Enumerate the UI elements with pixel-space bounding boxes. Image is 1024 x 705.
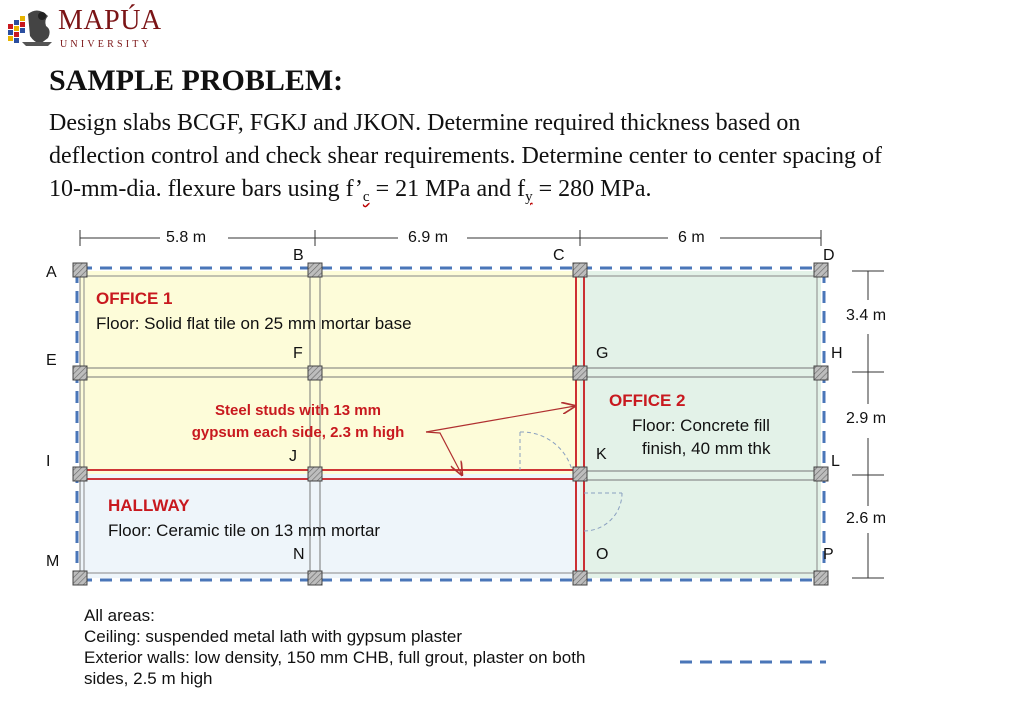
fy-subscript: y: [525, 189, 533, 205]
problem-line-3-post: = 280 MPa.: [532, 176, 652, 202]
node-label-L: L: [831, 453, 840, 470]
column-O: [573, 571, 587, 585]
node-label-O: O: [596, 546, 609, 563]
problem-line-1: Design slabs BCGF, FGKJ and JKON. Determine required thickness based on: [49, 110, 801, 136]
notes-line-2: Ceiling: suspended metal lath with gypsum plaster: [84, 627, 462, 646]
fc-subscript: c: [362, 189, 370, 205]
column-C: [573, 263, 587, 277]
column-B: [308, 263, 322, 277]
office2-title: OFFICE 2: [609, 391, 686, 410]
office1-title: OFFICE 1: [96, 289, 173, 308]
column-G: [573, 366, 587, 380]
general-notes: [84, 605, 585, 689]
dim-span-3: 6 m: [678, 229, 705, 246]
node-label-G: G: [596, 345, 609, 362]
node-label-I: I: [46, 453, 51, 470]
dim-row-1: 3.4 m: [846, 307, 887, 324]
column-E: [73, 366, 87, 380]
office2-floor-line1: Floor: Concrete fill: [632, 416, 770, 435]
dim-row-2: 2.9 m: [846, 410, 887, 427]
column-K: [573, 467, 587, 481]
office1-floor: Floor: Solid flat tile on 25 mm mortar base: [96, 314, 412, 333]
node-label-P: P: [823, 546, 834, 563]
logo-subtitle: UNIVERSITY: [60, 39, 152, 50]
studs-note: [176, 400, 420, 444]
problem-line-3-mid: = 21 MPa and f: [369, 176, 526, 202]
notes-line-4: sides, 2.5 m high: [84, 669, 213, 688]
notes-line-1: All areas:: [84, 606, 155, 625]
column-A: [73, 263, 87, 277]
logo-name: MAPÚA: [58, 5, 162, 36]
notes-line-3: Exterior walls: low density, 150 mm CHB, full grout, plaster on both: [84, 648, 586, 667]
column-M: [73, 571, 87, 585]
studs-note-line1: Steel studs with 13 mm: [215, 402, 381, 419]
node-label-M: M: [46, 553, 60, 570]
column-H: [814, 366, 828, 380]
dim-span-1: 5.8 m: [166, 229, 207, 246]
problem-line-3-pre: 10-mm-dia. flexure bars using f’: [49, 176, 363, 202]
page-title: SAMPLE PROBLEM:: [49, 64, 344, 97]
hallway-title: HALLWAY: [108, 496, 190, 515]
node-label-D: D: [823, 247, 835, 264]
column-N: [308, 571, 322, 585]
node-label-F: F: [293, 345, 303, 362]
node-label-E: E: [46, 352, 57, 369]
node-label-N: N: [293, 546, 305, 563]
studs-note-line2: gypsum each side, 2.3 m high: [191, 424, 405, 441]
node-label-C: C: [553, 247, 565, 264]
office2-floor-line2: finish, 40 mm thk: [642, 439, 771, 458]
problem-line-2: deflection control and check shear requirements. Determine center to center spacing of: [49, 143, 882, 169]
node-label-J: J: [289, 448, 297, 465]
column-L: [814, 467, 828, 481]
column-F: [308, 366, 322, 380]
node-label-B: B: [293, 247, 304, 264]
dim-span-2: 6.9 m: [408, 229, 449, 246]
hallway-floor: Floor: Ceramic tile on 13 mm mortar: [108, 521, 381, 540]
node-label-H: H: [831, 345, 843, 362]
node-label-K: K: [596, 446, 607, 463]
node-label-A: A: [46, 264, 57, 281]
dim-row-3: 2.6 m: [846, 510, 887, 527]
column-D: [814, 263, 828, 277]
column-I: [73, 467, 87, 481]
column-J: [308, 467, 322, 481]
column-P: [814, 571, 828, 585]
